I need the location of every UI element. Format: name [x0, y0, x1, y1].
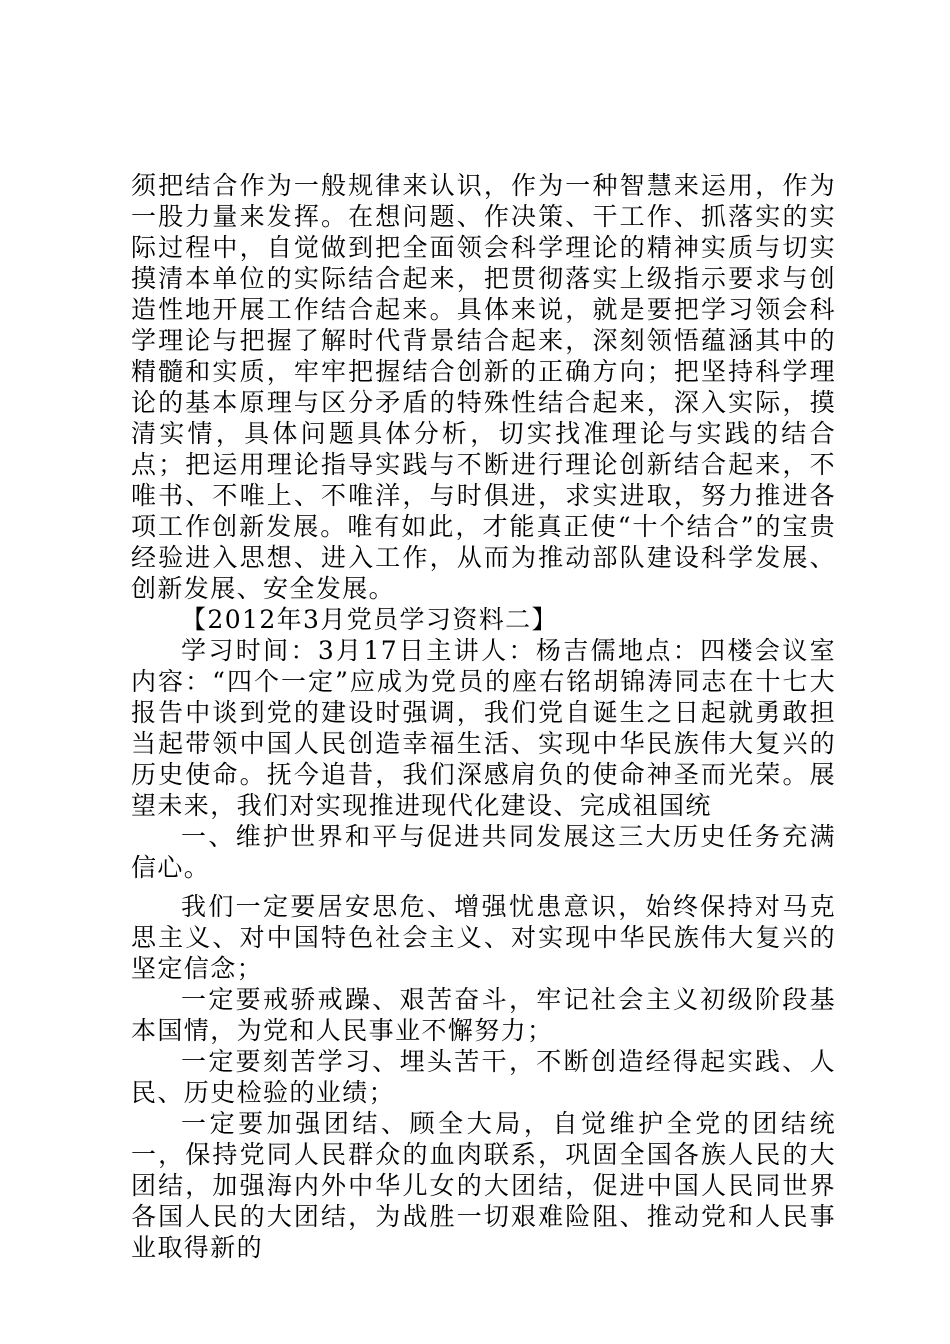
paragraph-unity: 一定要加强团结、顾全大局，自觉维护全党的团结统一，保持党同人民群众的血肉联系，巩固全国各族人民的大团结，加强海内外中华儿女的大团结，促进中国人民同世界各国人民的大团结，为战胜一切艰难险阻、推动党和人民事业取得新的: [131, 1109, 836, 1262]
paragraph-continuation: 须把结合作为一般规律来认识，作为一种智慧来运用，作为一股力量来发挥。在想问题、作决策、干工作、抓落实的实际过程中，自觉做到把全面领会科学理论的精神实质与切实摸清本单位的实际结合起来，把贯彻落实上级指示要求与创造性地开展工作结合起来。具体来说，就是要把学习领会科学理论与把握了解时代背景结合起来，深刻领悟蕴涵其中的精髓和实质，牢牢把握结合创新的正确方向；把坚持科学理论的基本原理与区分矛盾的特殊性结合起来，深入实际，摸清实情，具体问题具体分析，切实找准理论与实践的结合点；把运用理论指导实践与不断进行理论创新结合起来，不唯书、不唯上、不唯洋，与时俱进，求实进取，努力推进各项工作创新发展。唯有如此，才能真正使“十个结合”的宝贵经验进入思想、进入工作，从而为推动部队建设科学发展、创新发展、安全发展。: [131, 171, 836, 603]
paragraph-vigilance: 我们一定要居安思危、增强忧患意识，始终保持对马克思主义、对中国特色社会主义、对实现中华民族伟大复兴的坚定信念；: [131, 892, 836, 983]
paragraph-hard-work: 一定要戒骄戒躁、艰苦奋斗，牢记社会主义初级阶段基本国情，为党和人民事业不懈努力；: [131, 985, 836, 1045]
section-heading: 【2012年3月党员学习资料二】: [181, 605, 558, 634]
paragraph-study-hard: 一定要刻苦学习、埋头苦干，不断创造经得起实践、人民、历史检验的业绩；: [131, 1047, 836, 1107]
paragraph-study-info: 学习时间：3月17日主讲人：杨吉儒地点：四楼会议室内容：“四个一定”应成为党员的座右铭胡锦涛同志在十七大报告中谈到党的建设时强调，我们党自诞生之日起就勇敢担当起带领中国人民创造幸福生活、实现中华民族伟大复兴的历史使命。抚今追昔，我们深感肩负的使命神圣而光荣。展望未来，我们对实现推进现代化建设、完成祖国统: [131, 636, 836, 820]
paragraph-point-one: 一、维护世界和平与促进共同发展这三大历史任务充满信心。: [131, 822, 836, 882]
document-body: [131, 170, 836, 1263]
